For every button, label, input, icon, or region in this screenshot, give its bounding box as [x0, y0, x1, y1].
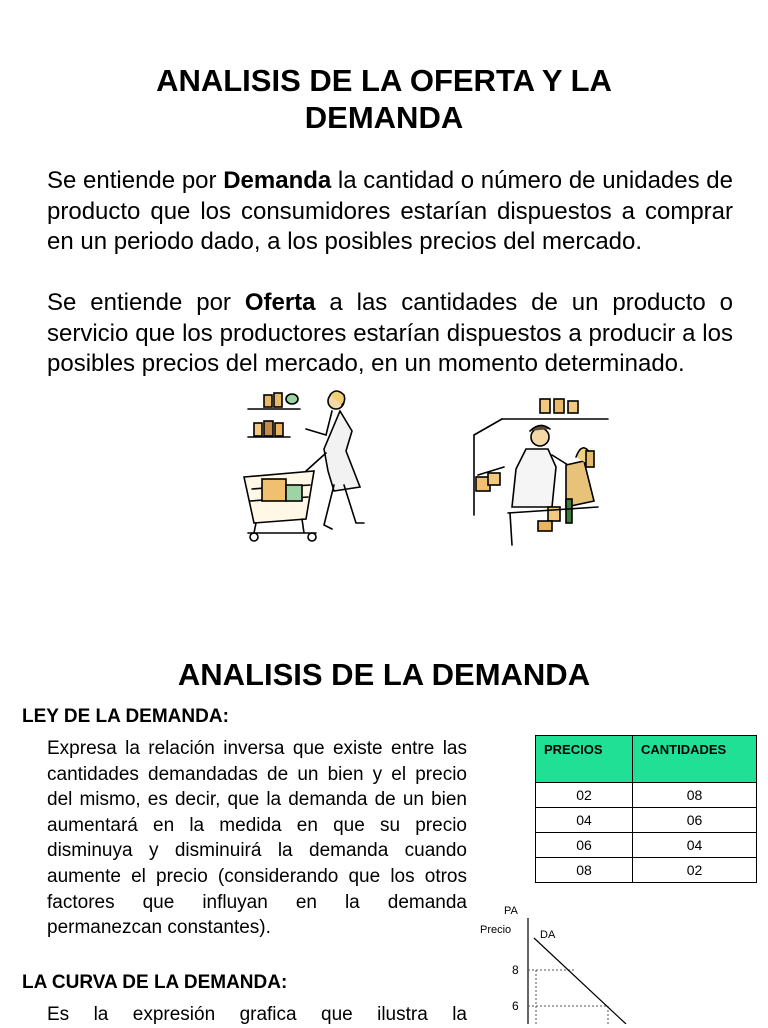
y-axis-top-label: PA — [504, 905, 518, 917]
supply-def-text: a las cantidades de un producto o servicio que los productores estarían dispuestos a producir a los posibles precios del mercado, en un momento determinado. — [47, 289, 733, 377]
table-row — [536, 808, 757, 833]
table-cell-quantity: 02 — [633, 858, 757, 883]
demand-def-text: la cantidad o número de unidades de producto que los consumidores estarían dispuestos a comprar en un periodo dado, a los posibles precios del mercado. — [47, 167, 734, 255]
table-row — [536, 833, 757, 858]
table-cell-price: 02 — [536, 783, 633, 808]
demand-def-prefix: Se entiende por — [47, 167, 224, 194]
woman-shopping-cart-illustration — [240, 385, 370, 545]
demand-curve-heading: LA CURVA DE LA DEMANDA: — [22, 972, 288, 993]
table-header-quantities: CANTIDADES — [633, 736, 757, 783]
supply-term: Oferta — [244, 289, 316, 316]
supply-definition-paragraph — [47, 288, 733, 380]
table-cell-price: 04 — [536, 808, 633, 833]
shopkeeper-illustration — [468, 395, 618, 550]
table-cell-quantity: 04 — [633, 833, 757, 858]
section-title-demand-analysis: ANALISIS DE LA DEMANDA — [177, 657, 591, 692]
table-cell-quantity: 08 — [633, 783, 757, 808]
table-header-row — [536, 736, 757, 783]
demand-definition-paragraph — [47, 166, 733, 258]
demand-curve-text: Es la expresión grafica que ilustra la — [47, 1004, 467, 1025]
demand-term: Demanda — [223, 167, 332, 194]
page-title-line-1: ANALISIS DE LA OFERTA Y LA — [156, 63, 612, 98]
table-row — [536, 783, 757, 808]
table-cell-quantity: 06 — [633, 808, 757, 833]
series-label-da: DA — [540, 929, 556, 941]
table-row — [536, 858, 757, 883]
table-cell-price: 06 — [536, 833, 633, 858]
y-tick-label: 8 — [512, 963, 519, 977]
page-title-line-2: DEMANDA — [304, 100, 464, 135]
demand-series-line — [534, 938, 626, 1024]
y-axis-label: Precio — [480, 924, 512, 936]
law-of-demand-text: Expresa la relación inversa que existe entre las cantidades demandadas de un bien y el precio del mismo, es decir, que la demanda de un bien aumentará en la medida en que su precio disminuya y disminuirá la demanda cuando aumente el precio (considerando que los otros factores que influyan en la demanda permanezcan constantes). — [47, 738, 467, 939]
demand-curve-chart — [476, 898, 656, 1024]
price-quantity-table — [535, 735, 757, 883]
y-tick-label: 6 — [512, 999, 519, 1013]
table-cell-price: 08 — [536, 858, 633, 883]
law-of-demand-heading: LEY DE LA DEMANDA: — [22, 706, 229, 727]
supply-def-prefix: Se entiende por — [47, 289, 245, 316]
table-header-prices: PRECIOS — [536, 736, 633, 783]
